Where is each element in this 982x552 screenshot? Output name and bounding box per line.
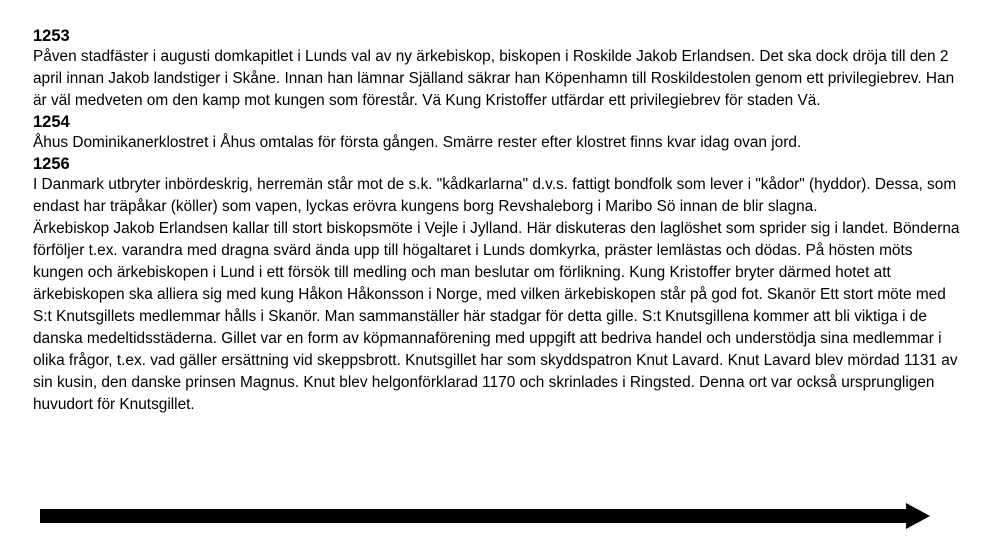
year-heading: 1256 — [33, 155, 70, 173]
entry-paragraph: Åhus Dominikanerklostret i Åhus omtalas för första gången. Smärre rester efter klostret finns kvar idag ovan jord. — [33, 134, 802, 151]
arrow-shaft — [40, 509, 908, 523]
timeline-entry-1254 — [33, 112, 963, 154]
arrow-head — [906, 503, 930, 529]
year-heading: 1254 — [33, 113, 70, 131]
year-heading: 1253 — [33, 27, 70, 45]
entry-paragraph: I Danmark utbryter inbördeskrig, herremän står mot de s.k. "kådkarlarna" d.v.s. fattigt bondfolk som lever i "kådor" (hyddor). Dessa, som endast har träpåkar (köller) som vapen, lyckas erövra kungens borg Revshaleborg i Maribo Sö innan de blir slagna. — [33, 176, 957, 215]
entry-paragraph: Ärkebiskop Jakob Erlandsen kallar till stort biskopsmöte i Vejle i Jylland. Här diskuteras den laglöshet som sprider sig i landet. Bönderna förföljer t.ex. varandra med dragna svärd ända upp till högaltaret i Lunds domkyrka, präster lemlästas och dödas. På hösten möts kungen och ärkebiskopen i Lund i ett försök till medling och man beslutar om förlikning. Kung Kristoffer bryter därmed hotet att ärkebiskopen ska alliera sig med kung Håkon Håkonsson i Norge, med vilken ärkebiskopen står på god fot. Skanör Ett stort möte med S:t Knutsgillets medlemmar hålls i Skanör. Man sammanställer här stadgar för detta gille. S:t Knutsgillena kommer att bli viktiga i de danska medeltidsstäderna. Gillet var en form av köpmannaförening med uppgift att bedriva handel och understödja sina medlemmar i olika frågor, t.ex. vad gäller ersättning vid skeppsbrott. Knutsgillet har som skyddspatron Knut Lavard. Knut Lavard blev mördad 1131 av sin kusin, den danske prinsen Magnus. Knut blev helgonförklarad 1170 och skrinlades i Ringsted. Denna ort var också ursprungligen huvudort för Knutsgillet. — [33, 220, 960, 413]
timeline-entry-1253 — [33, 26, 963, 112]
right-arrow-icon — [40, 503, 930, 529]
timeline-entry-1256 — [33, 154, 963, 416]
entry-paragraph: Påven stadfäster i augusti domkapitlet i Lunds val av ny ärkebiskop, biskopen i Roskilde Jakob Erlandsen. Det ska dock dröja till den 2 april innan Jakob landstiger i Skåne. Innan han lämnar Själland säkrar han Köpenhamn till Roskildestolen genom ett privilegiebrev. Han är väl medveten om den kamp mot kungen som förestår. Vä Kung Kristoffer utfärdar ett privilegiebrev för staden Vä. — [33, 48, 955, 109]
timeline-text — [33, 26, 963, 416]
